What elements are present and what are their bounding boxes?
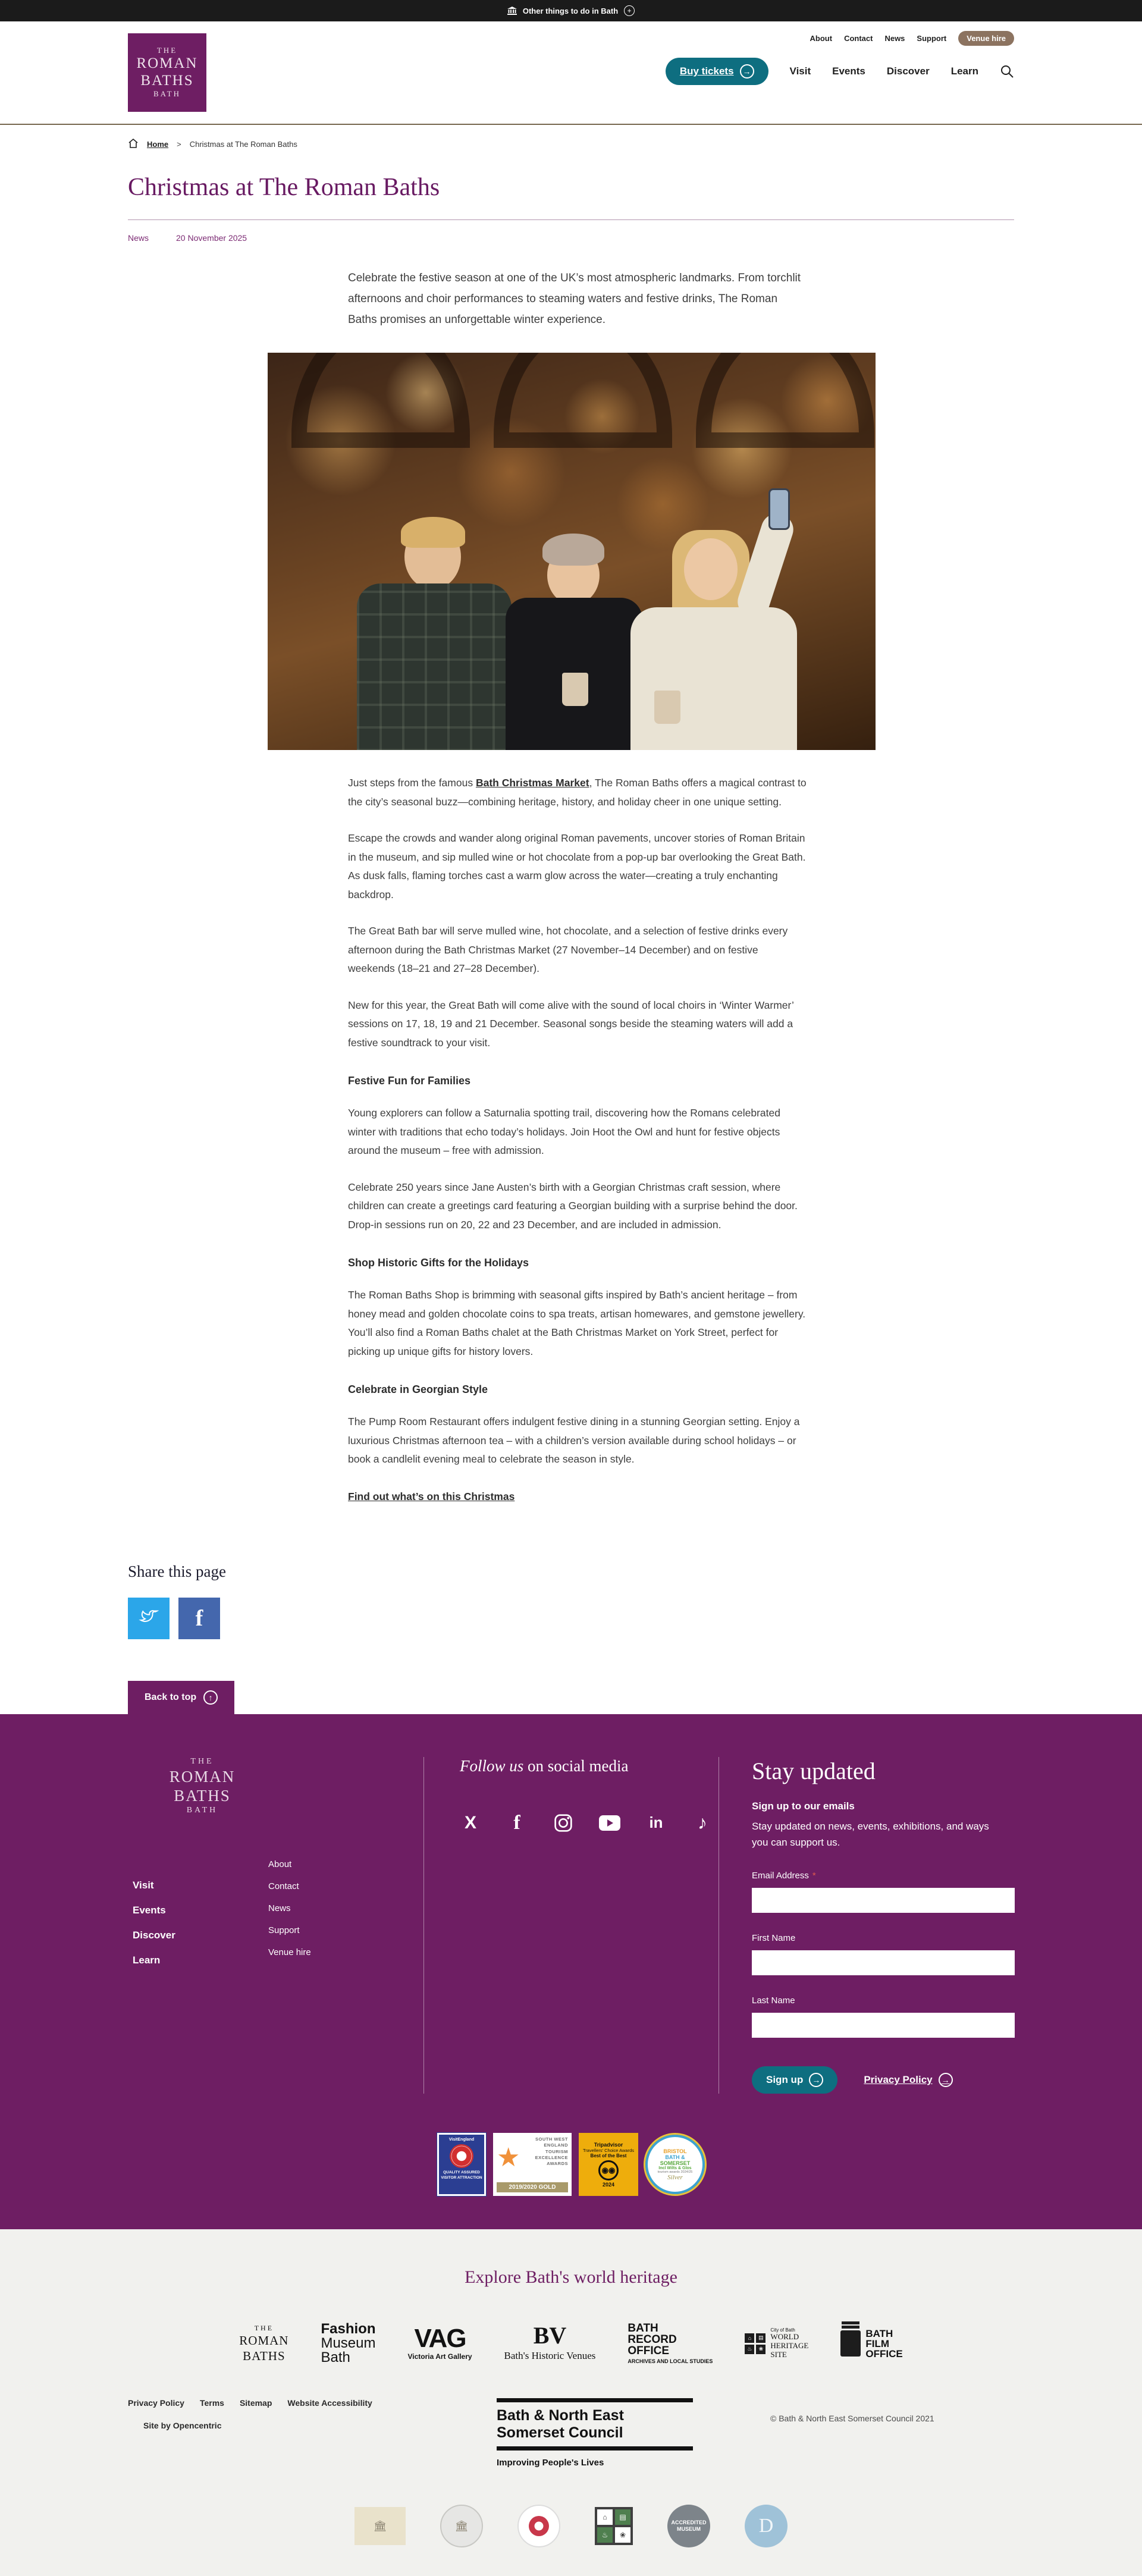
bath-christmas-market-link[interactable]: Bath Christmas Market bbox=[475, 777, 589, 789]
footer-nav-secondary bbox=[268, 1859, 311, 1979]
unesco-badge-1: 🏛 bbox=[354, 2507, 406, 2545]
email-label: Email Address * bbox=[752, 1871, 816, 1881]
last-name-label: Last Name bbox=[752, 1995, 795, 2006]
youtube-icon[interactable] bbox=[599, 1812, 620, 1834]
bristol-bath-somerset-award-badge: BRISTOL BATH & SOMERSET Incl Wilts & Glos tourism awards 2024/25 Silver bbox=[645, 2135, 705, 2194]
tiktok-icon[interactable]: ♪ bbox=[692, 1812, 713, 1834]
bank-icon bbox=[507, 7, 517, 15]
arch-silhouette bbox=[696, 353, 874, 448]
accreditation-badges bbox=[0, 2468, 1142, 2576]
page-title: Christmas at The Roman Baths bbox=[128, 174, 440, 201]
required-marker: * bbox=[812, 1871, 816, 1881]
breadcrumb-current: Christmas at The Roman Baths bbox=[189, 140, 297, 149]
whats-on-christmas-link[interactable]: Find out what’s on this Christmas bbox=[348, 1490, 515, 1502]
footer-nav-visit[interactable]: Visit bbox=[133, 1880, 154, 1891]
venue-hire-button[interactable]: Venue hire bbox=[958, 31, 1014, 46]
bath-film-office-logo[interactable]: BATH FILM OFFICE bbox=[840, 2329, 902, 2359]
first-name-field[interactable] bbox=[752, 1950, 1015, 1975]
utility-nav-support[interactable]: Support bbox=[917, 34, 947, 43]
roman-baths-logo[interactable]: THE ROMAN BATHS BATH bbox=[128, 33, 206, 112]
follow-title: Follow us on social media bbox=[460, 1756, 629, 1775]
arrow-right-icon: → bbox=[939, 2073, 953, 2087]
d-badge: D bbox=[745, 2505, 788, 2547]
awards-row bbox=[128, 2133, 1014, 2196]
arch-silhouette bbox=[494, 353, 672, 448]
linkedin-icon[interactable]: in bbox=[645, 1812, 667, 1834]
site-header bbox=[0, 21, 1142, 125]
back-to-top-button[interactable]: Back to top ↑ bbox=[128, 1681, 234, 1714]
terms-link[interactable]: Terms bbox=[199, 2398, 224, 2408]
victoria-art-gallery-logo[interactable]: VAG Victoria Art Gallery bbox=[407, 2323, 472, 2361]
heritage-grid-badge: ⌂ ▤ ♨ ❀ bbox=[595, 2507, 633, 2545]
home-icon[interactable] bbox=[128, 138, 139, 150]
visitengland-award-badge: VisitEngland QUALITY ASSURED VISITOR ATTRACTION bbox=[437, 2133, 486, 2196]
breadcrumb bbox=[128, 138, 1014, 150]
arch-silhouette bbox=[291, 353, 470, 448]
paragraph-2: Escape the crowds and wander along original Roman pavements, uncover stories of Roman Britain in the museum, and sip mulled wine or hot chocolate from a pop-up bar overlooking the Great Bath. As dusk falls, flaming torches cast a warm glow across the water—creating a truly enchanting backdrop. bbox=[348, 832, 806, 900]
paragraph-3: The Great Bath bar will serve mulled wine, hot chocolate, and a selection of festive drinks every afternoon during the Bath Christmas Market (27 November–14 December) and on festive weekends (18–21 and 27–28 December). bbox=[348, 925, 788, 975]
southwest-tourism-award-badge: ★ SOUTH WEST ENGLAND TOURISM EXCELLENCE AWARDS 2019/2020 GOLD bbox=[493, 2133, 572, 2196]
twitter-bird-icon bbox=[139, 1609, 159, 1627]
paragraph-8: The Pump Room Restaurant offers indulgent festive dining in a stunning Georgian setting. Enjoy a luxurious Christmas afternoon tea – with a children’s version available during school holidays – or book a candlelit evening meal to celebrate the season in style. bbox=[348, 1416, 800, 1466]
paragraph-4: New for this year, the Great Bath will come alive with the sound of local choirs in ‘Winter Warmer’ sessions on 17, 18, 19 and 21 December. Seasonal songs beside the steaming waters will add a festive soundtrack to your visit. bbox=[348, 999, 794, 1049]
last-name-field[interactable] bbox=[752, 2013, 1015, 2038]
tripadvisor-award-badge: Tripadvisor Travellers’ Choice Awards Best of the Best ◉◉ 2024 bbox=[579, 2133, 638, 2196]
heritage-section bbox=[0, 2229, 1142, 2576]
social-row bbox=[460, 1812, 719, 1834]
accredited-museum-badge: ACCREDITED MUSEUM bbox=[667, 2505, 710, 2547]
world-heritage-site-logo[interactable]: ⌂ ▤ ♨ ❀ City of Bath WORLD HERITAGE SITE bbox=[745, 2327, 808, 2359]
email-field[interactable] bbox=[752, 1888, 1015, 1913]
baths-historic-venues-logo[interactable]: BV Bath's Historic Venues bbox=[504, 2322, 596, 2362]
person-middle bbox=[506, 536, 642, 750]
main-content bbox=[128, 138, 1014, 1714]
bath-record-office-logo[interactable]: BATH RECORD OFFICE ARCHIVES AND LOCAL STUDIES bbox=[628, 2322, 713, 2365]
paragraph-7: The Roman Baths Shop is brimming with seasonal gifts inspired by Bath’s ancient heritage – from honey mead and golden chocolate coins to spa treats, artisan homewares, and gemstone jewellery. You’ll also find a Roman Baths chalet at the Bath Christmas Market on York Street, perfect for picking up unique gifts for history lovers. bbox=[348, 1289, 806, 1357]
footer-nav-contact[interactable]: Contact bbox=[268, 1881, 299, 1892]
footer-nav-venue-hire[interactable]: Venue hire bbox=[268, 1947, 311, 1958]
fashion-museum-logo[interactable]: Fashion Museum Bath bbox=[321, 2321, 376, 2366]
nav-visit[interactable]: Visit bbox=[789, 65, 811, 77]
roman-baths-partner-logo[interactable]: THE ROMAN BATHS bbox=[239, 2323, 289, 2363]
share-facebook-button[interactable] bbox=[178, 1598, 220, 1639]
nav-learn[interactable]: Learn bbox=[950, 65, 978, 77]
facebook-icon[interactable]: f bbox=[506, 1812, 528, 1834]
film-reel-icon bbox=[840, 2330, 861, 2357]
nav-events[interactable]: Events bbox=[832, 65, 865, 77]
footer bbox=[0, 1714, 1142, 2229]
share-twitter-button[interactable] bbox=[128, 1598, 170, 1639]
footer-logo: THE ROMAN BATHS BATH bbox=[169, 1756, 236, 1815]
footer-nav-learn[interactable]: Learn bbox=[133, 1954, 161, 1966]
utility-nav bbox=[810, 31, 1014, 46]
utility-nav-news[interactable]: News bbox=[884, 34, 905, 43]
article-intro: Celebrate the festive season at one of the UK’s most atmospheric landmarks. From torchlit afternoons and choir performances to steaming waters and festive drinks, The Roman Baths promises an unforgettable winter experience. bbox=[348, 272, 801, 327]
first-name-label: First Name bbox=[752, 1933, 796, 1944]
x-icon[interactable]: X bbox=[460, 1812, 481, 1834]
arrow-right-icon: → bbox=[809, 2073, 823, 2087]
bottom-links bbox=[128, 2398, 497, 2408]
sign-up-button[interactable]: Sign up → bbox=[752, 2066, 837, 2094]
utility-nav-about[interactable]: About bbox=[810, 34, 833, 43]
sitemap-link[interactable]: Sitemap bbox=[239, 2398, 272, 2408]
footer-nav-news[interactable]: News bbox=[268, 1903, 291, 1914]
topbar-label: Other things to do in Bath bbox=[522, 6, 619, 15]
whs-grid-icon: ⌂ ▤ ♨ ❀ bbox=[745, 2333, 765, 2354]
facebook-f-icon: f bbox=[195, 1605, 203, 1631]
stay-updated-title: Stay updated bbox=[752, 1757, 876, 1784]
footer-nav-events[interactable]: Events bbox=[133, 1904, 166, 1916]
quality-rose-badge bbox=[517, 2505, 560, 2547]
nav-discover[interactable]: Discover bbox=[886, 65, 930, 77]
breadcrumb-home-link[interactable]: Home bbox=[147, 140, 169, 149]
title-divider bbox=[128, 219, 1014, 220]
paragraph-5: Young explorers can follow a Saturnalia spotting trail, discovering how the Romans celebrated winter with traditions that echo today’s holidays. Join Hoot the Owl and hunt for festive objects around the museum – free with admission. bbox=[348, 1107, 780, 1157]
plus-icon: + bbox=[624, 5, 635, 16]
share-title: Share this page bbox=[128, 1562, 226, 1580]
heading-georgian-style: Celebrate in Georgian Style bbox=[348, 1383, 488, 1396]
rose-icon bbox=[450, 2144, 473, 2168]
heritage-title: Explore Bath's world heritage bbox=[465, 2267, 677, 2288]
footer-nav-about[interactable]: About bbox=[268, 1859, 292, 1870]
instagram-icon[interactable] bbox=[553, 1812, 574, 1834]
bottom-bar bbox=[128, 2398, 1014, 2468]
search-icon[interactable] bbox=[1000, 64, 1014, 79]
paragraph-1: Just steps from the famous Bath Christmas Market, The Roman Baths offers a magical contrast to the city’s seasonal buzz—combining heritage, history, and holiday cheer in one unique setting. bbox=[348, 777, 807, 808]
article-photo bbox=[268, 353, 876, 750]
partner-logos bbox=[0, 2322, 1142, 2365]
arrow-right-icon: → bbox=[740, 64, 754, 79]
share-section bbox=[128, 1562, 1014, 1639]
banes-council-logo: Bath & North East Somerset Council Improving People's Lives bbox=[497, 2398, 693, 2468]
person-right bbox=[630, 518, 797, 750]
person-left bbox=[357, 524, 512, 750]
heading-shop-gifts: Shop Historic Gifts for the Holidays bbox=[348, 1257, 529, 1269]
copyright-text: © Bath & North East Somerset Council 2021 bbox=[770, 2414, 934, 2424]
article-meta bbox=[128, 233, 1014, 243]
signup-description: Stay updated on news, events, exhibitions, and ways you can support us. bbox=[752, 1820, 989, 1849]
website-accessibility-link[interactable]: Website Accessibility bbox=[287, 2398, 372, 2408]
star-icon: ★ bbox=[497, 2143, 520, 2173]
heading-festive-fun: Festive Fun for Families bbox=[348, 1075, 471, 1087]
main-nav bbox=[666, 58, 1014, 85]
footer-nav-primary bbox=[133, 1880, 268, 1979]
other-things-topbar[interactable] bbox=[0, 0, 1142, 21]
utility-nav-contact[interactable]: Contact bbox=[844, 34, 873, 43]
paragraph-6: Celebrate 250 years since Jane Austen’s birth with a Georgian Christmas craft session, where children can create a greetings card featuring a Georgian building with a surprise behind the door. Drop-in sessions run on 20, 22 and 23 December, and are included in admission. bbox=[348, 1181, 798, 1231]
footer-nav-support[interactable]: Support bbox=[268, 1925, 300, 1936]
article-category: News bbox=[128, 233, 149, 243]
privacy-policy-link[interactable]: Privacy Policy → bbox=[864, 2073, 952, 2087]
footer-nav-discover[interactable]: Discover bbox=[133, 1929, 175, 1941]
buy-tickets-button[interactable]: Buy tickets → bbox=[666, 58, 768, 85]
owl-icon: ◉◉ bbox=[598, 2160, 619, 2180]
privacy-policy-bottom-link[interactable]: Privacy Policy bbox=[128, 2398, 184, 2408]
site-by-opencentric-link[interactable]: Site by Opencentric bbox=[143, 2421, 222, 2431]
unesco-badge-2: 🏛 bbox=[440, 2505, 483, 2547]
arrow-up-icon: ↑ bbox=[203, 1690, 218, 1705]
article-date: 20 November 2025 bbox=[176, 233, 247, 243]
breadcrumb-separator: > bbox=[177, 140, 181, 149]
signup-subtitle: Sign up to our emails bbox=[752, 1800, 855, 1812]
